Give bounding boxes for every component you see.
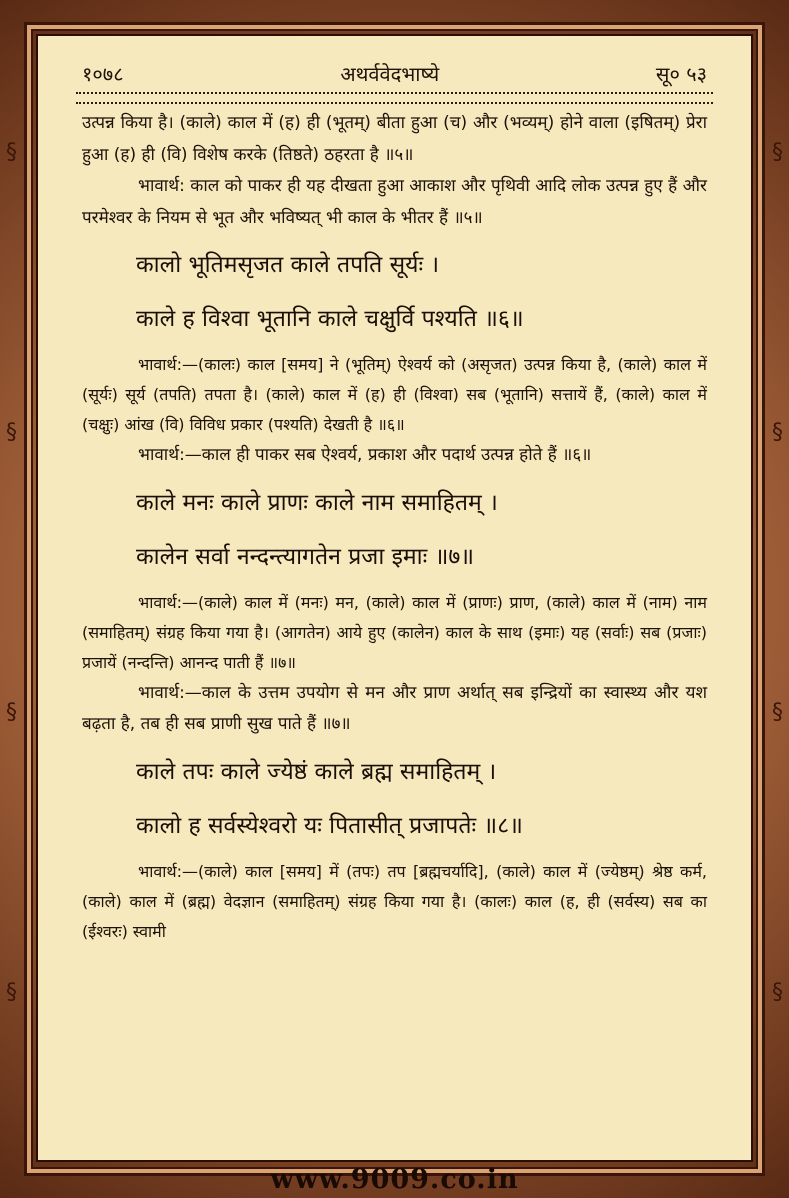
book-page	[38, 36, 751, 1160]
swirl-ornament-icon: §	[772, 700, 783, 725]
swirl-ornament-icon: §	[772, 420, 783, 445]
website-link[interactable]: www.9009.co.in	[270, 1163, 519, 1195]
mantra-verse: कालो ह सर्वस्येश्वरो यः पितासीत् प्रजापतेः ॥८॥	[136, 812, 523, 839]
swirl-ornament-icon: §	[6, 980, 17, 1005]
commentary-paragraph: भावार्थ:—काल के उत्तम उपयोग से मन और प्राण अर्थात् सब इन्द्रियों का स्वास्थ्य और यश बढ़ता है, तब ही सब प्राणी सुख पाते हैं ॥७॥	[82, 682, 707, 734]
swirl-ornament-icon: §	[772, 140, 783, 165]
commentary-paragraph: भावार्थ:—(कालः) काल [समय] ने (भूतिम्) ऐश्वर्य को (असृजत) उत्पन्न किया है, (काले) काल में (सूर्यः) सूर्य (तपति) तपता है। (काले) काल में (ह) ही (विश्वा) सब (भूतानि) सत्तायें हैं, (काले) काल में (चक्षुः) आंख (वि) विविध प्रकार (पश्यति) देखती है ॥६॥	[82, 355, 707, 434]
mantra-verse: काले तपः काले ज्येष्ठं काले ब्रह्म समाहितम् ।	[136, 758, 497, 785]
book-title: अथर्ववेदभाष्ये	[340, 61, 440, 86]
swirl-ornament-icon: §	[6, 420, 17, 445]
swirl-ornament-icon: §	[6, 140, 17, 165]
website-footer[interactable]	[0, 1160, 789, 1198]
mantra-verse: कालेन सर्वा नन्दन्त्यागतेन प्रजा इमाः ॥७॥	[136, 543, 475, 570]
mantra-verse: काले मनः काले प्राणः काले नाम समाहितम् ।	[136, 489, 498, 516]
swirl-ornament-icon: §	[772, 980, 783, 1005]
mantra-verse: कालो भूतिमसृजत काले तपति सूर्यः ।	[136, 252, 440, 278]
mantra-verse: काले ह विश्वा भूतानि काले चक्षुर्वि पश्यति ॥६॥	[136, 306, 524, 332]
commentary-paragraph: उत्पन्न किया है। (काले) काल में (ह) ही (भूतम्) बीता हुआ (च) और (भव्यम्) होने वाला (इषितम्) प्रेरा हुआ (ह) ही (वि) विशेष करके (तिष्ठते) ठहरता है ॥५॥	[82, 113, 707, 165]
page-number: १०७८	[82, 61, 124, 86]
page-header	[82, 58, 707, 88]
swirl-ornament-icon: §	[6, 700, 17, 725]
header-divider	[76, 92, 713, 104]
commentary-paragraph: भावार्थ:—(काले) काल में (मनः) मन, (काले) काल में (प्राणः) प्राण, (काले) काल में (नाम) नाम (समाहितम्) संग्रह किया गया है। (आगतेन) आये हुए (कालेन) काल के साथ (इमाः) यह (सर्वाः) सब (प्रजाः) प्रजायें (नन्दन्ति) आनन्द पाती हैं ॥७॥	[82, 592, 707, 672]
page-body	[82, 108, 707, 947]
commentary-paragraph: भावार्थ:—काल ही पाकर सब ऐश्वर्य, प्रकाश और पदार्थ उत्पन्न होते हैं ॥६॥	[138, 445, 592, 465]
commentary-paragraph: भावार्थ: काल को पाकर ही यह दीखता हुआ आकाश और पृथिवी आदि लोक उत्पन्न हुए हैं और परमेश्वर के नियम से भूत और भविष्यत् भी काल के भीतर हैं ॥५॥	[82, 176, 707, 228]
commentary-paragraph: भावार्थ:—(काले) काल [समय] में (तपः) तप [ब्रह्मचर्यादि], (काले) काल में (ज्येष्ठम्) श्रेष्ठ कर्म, (काले) काल में (ब्रह्म) वेदज्ञान (समाहितम्) संग्रह किया गया है। (कालः) काल (ह, ही (सर्वस्य) सब का (ईश्वरः) स्वामी	[82, 861, 707, 941]
sukta-number: सू० ५३	[655, 61, 707, 86]
